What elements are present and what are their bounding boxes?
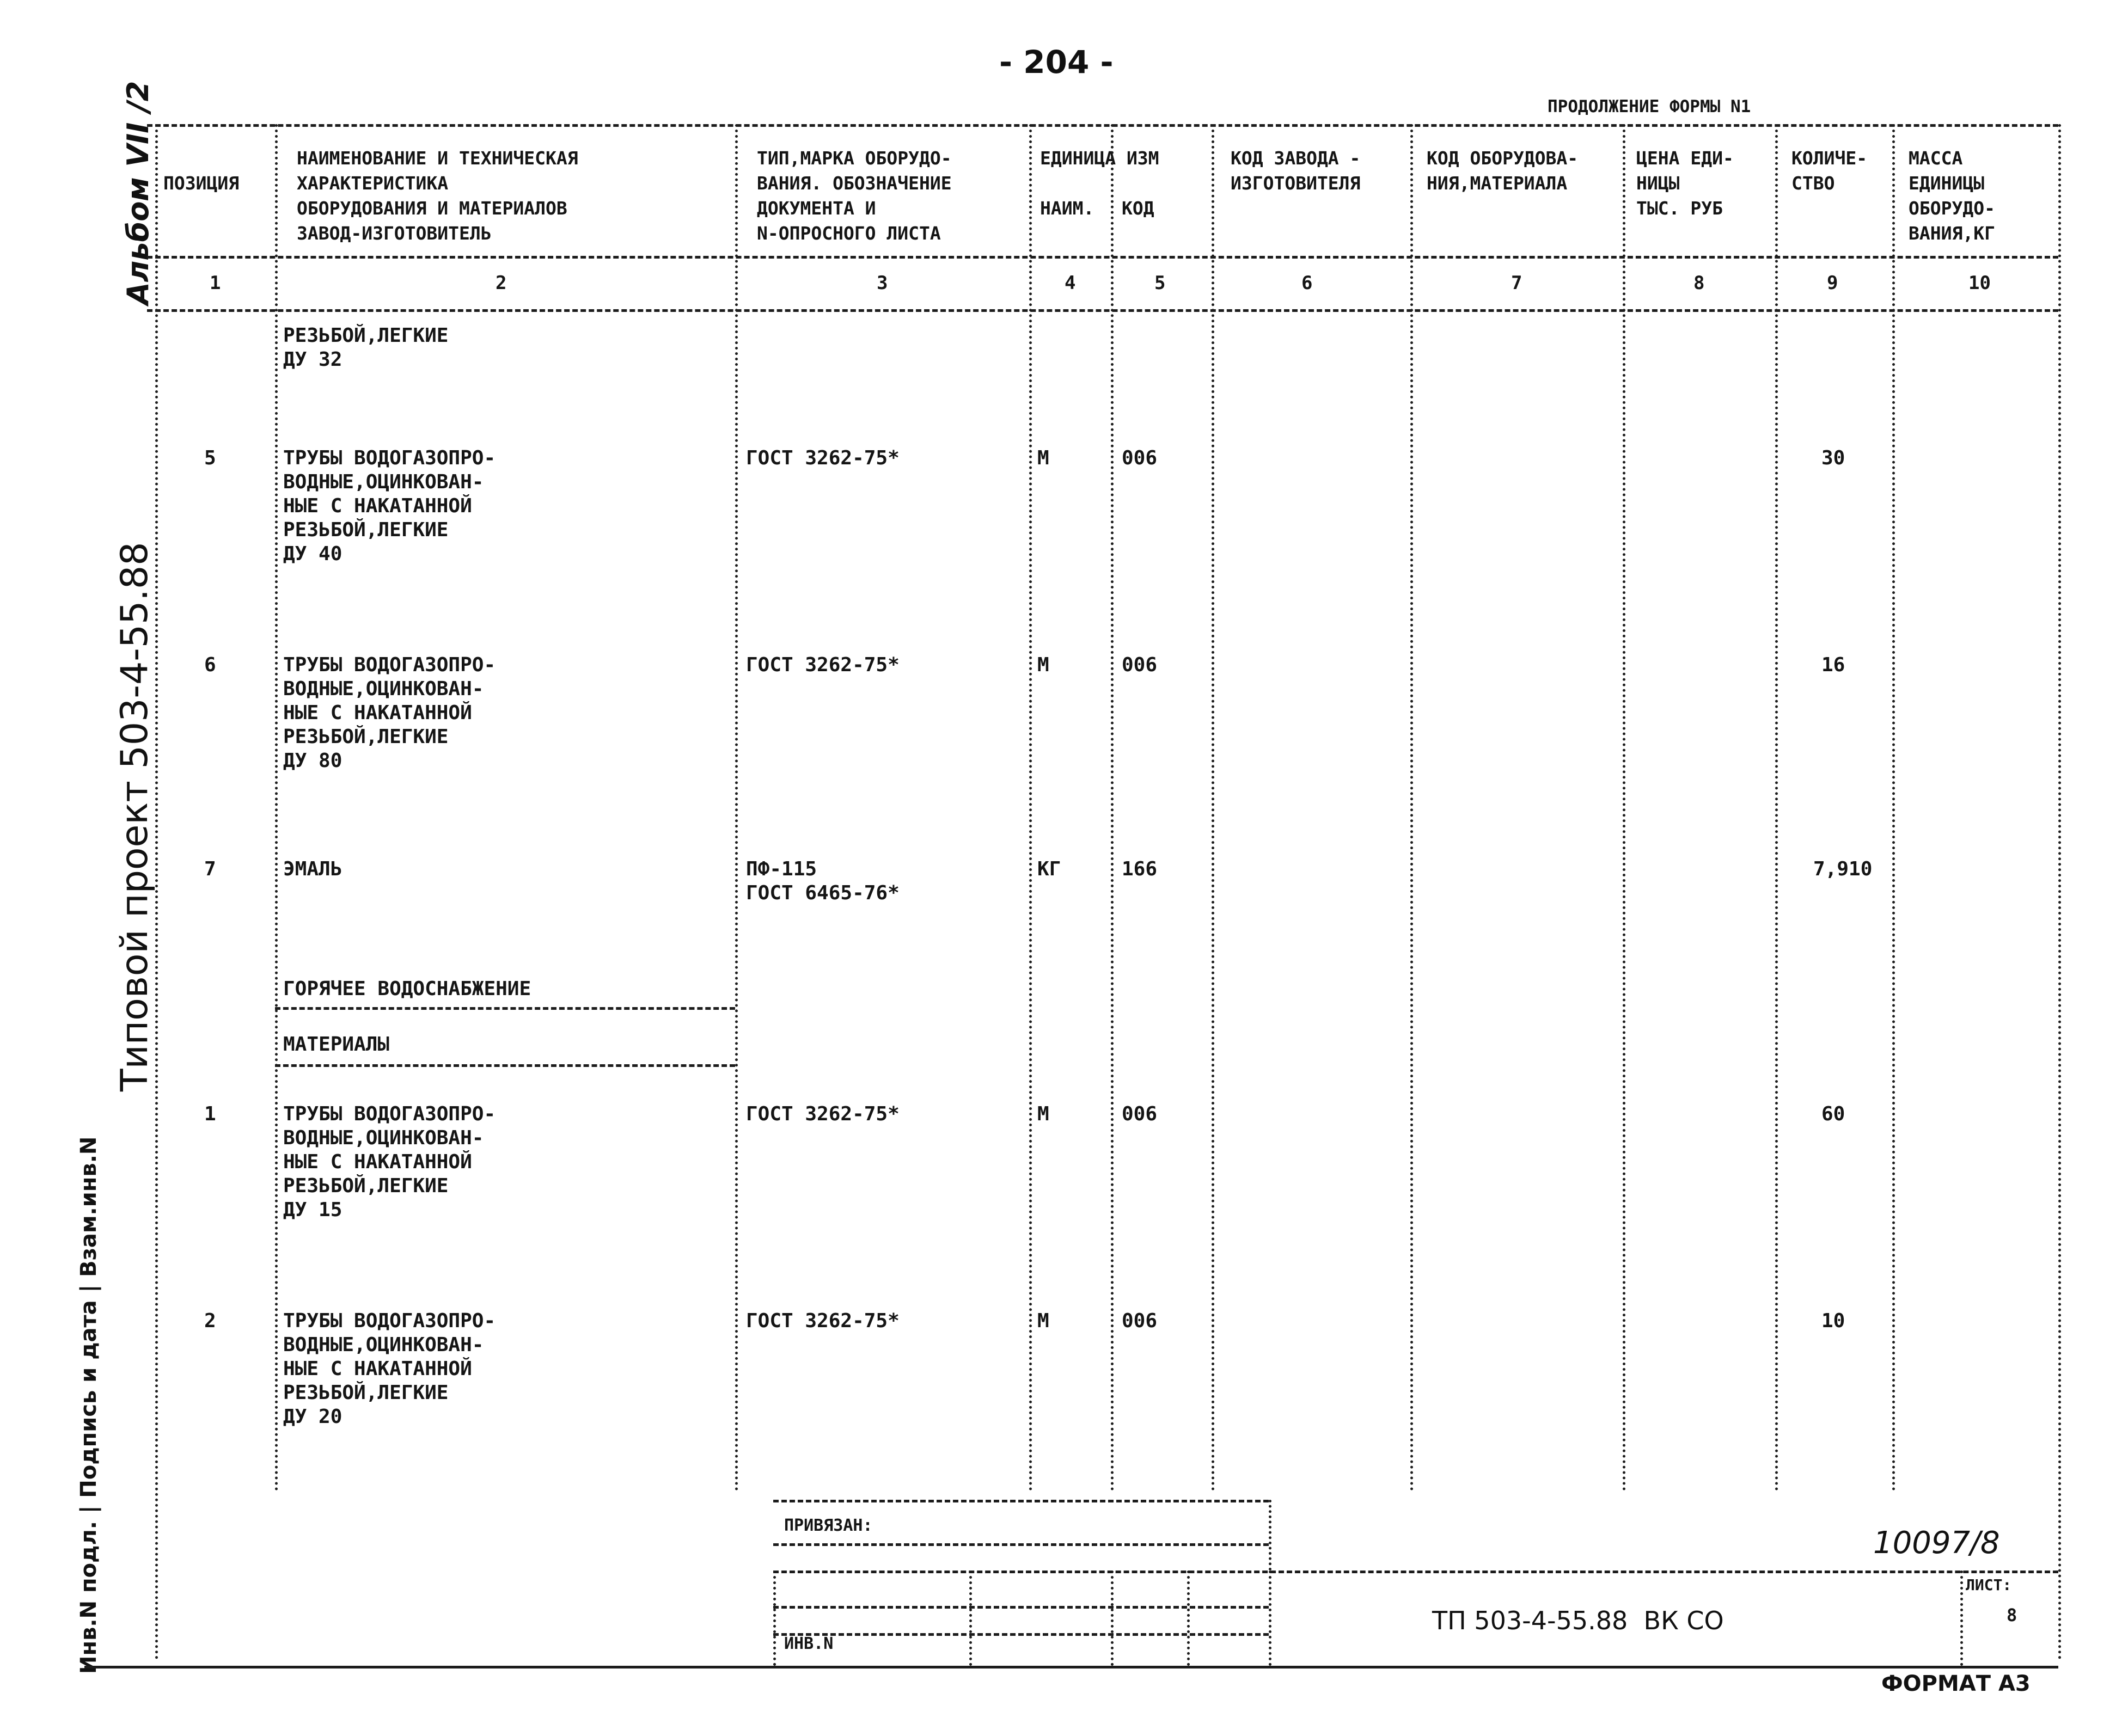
header-cell-text: ДОКУМЕНТА И — [757, 198, 876, 219]
row-position: 5 — [204, 447, 216, 469]
table-rule — [147, 309, 2058, 312]
stamp-separator — [969, 1571, 972, 1666]
stamp-attached: ПРИВЯЗАН: — [784, 1516, 873, 1535]
header-cell-text: НАИМ. — [1040, 198, 1094, 219]
row-position: 7 — [204, 858, 216, 880]
row-unit: КГ — [1037, 858, 1061, 880]
stamp-designation: ТП 503-4-55.88 ВК СО — [1432, 1606, 1724, 1635]
row-position: 6 — [204, 654, 216, 676]
row-name-line: ВОДНЫЕ,ОЦИНКОВАН- — [283, 1334, 484, 1356]
row-quantity: 16 — [1821, 654, 1845, 676]
album-label: Альбом VII /2 — [121, 81, 155, 305]
row-name-line: РЕЗЬБОЙ,ЛЕГКИЕ — [283, 726, 449, 748]
header-cell-text: ВАНИЯ,КГ — [1909, 223, 1995, 244]
row-name-line: НЫЕ С НАКАТАННОЙ — [283, 1358, 472, 1380]
continuation-label: ПРОДОЛЖЕНИЕ ФОРМЫ N1 — [1548, 97, 1751, 116]
stamp-rule — [773, 1543, 1269, 1546]
row-name-line: ЭМАЛЬ — [283, 858, 343, 880]
header-cell-text: НИЦЫ — [1636, 173, 1680, 194]
row-doc-line: ГОСТ 6465-76* — [746, 882, 900, 904]
header-cell-text: ВАНИЯ. ОБОЗНАЧЕНИЕ — [757, 173, 952, 194]
row-name-line: РЕЗЬБОЙ,ЛЕГКИЕ — [283, 1382, 449, 1404]
stamp-side-labels: Инв.N подл. | Подпись и дата | Взам.инв.N — [76, 1136, 101, 1674]
row-position: 1 — [204, 1103, 216, 1125]
section-hot-water: ГОРЯЧЕЕ ВОДОСНАБЖЕНИЕ — [283, 978, 531, 1000]
row-doc-line: ГОСТ 3262-75* — [746, 1310, 900, 1332]
table-rule — [147, 256, 2058, 259]
row-unit: М — [1037, 654, 1049, 676]
row-name-line: ТРУБЫ ВОДОГАЗОПРО- — [283, 654, 496, 676]
column-number: 7 — [1511, 272, 1522, 294]
stamp-separator — [1269, 1500, 1271, 1571]
sheet-number: 8 — [2007, 1605, 2017, 1625]
stamp-rule — [773, 1500, 1269, 1502]
row-name-line: ТРУБЫ ВОДОГАЗОПРО- — [283, 1103, 496, 1125]
header-cell-text: НАИМЕНОВАНИЕ И ТЕХНИЧЕСКАЯ — [297, 148, 578, 169]
row-name-line: ТРУБЫ ВОДОГАЗОПРО- — [283, 447, 496, 469]
section-rule — [275, 1007, 735, 1010]
column-number: 2 — [496, 272, 507, 294]
row-name-line: ДУ 32 — [283, 348, 343, 371]
column-separator — [1212, 124, 1214, 1492]
header-cell-text: ОБОРУДОВАНИЯ И МАТЕРИАЛОВ — [297, 198, 567, 219]
row-unit: М — [1037, 447, 1049, 469]
column-number: 1 — [210, 272, 221, 294]
stamp-separator — [1187, 1571, 1190, 1666]
row-name-line: ВОДНЫЕ,ОЦИНКОВАН- — [283, 678, 484, 700]
row-name-line: ВОДНЫЕ,ОЦИНКОВАН- — [283, 471, 484, 493]
header-cell-text: МАССА — [1909, 148, 1963, 169]
row-name-line: ВОДНЫЕ,ОЦИНКОВАН- — [283, 1127, 484, 1149]
section-rule — [275, 1064, 735, 1067]
row-quantity: 60 — [1821, 1103, 1845, 1125]
row-doc-line: ГОСТ 3262-75* — [746, 654, 900, 676]
column-separator — [1111, 124, 1114, 1492]
section-materials: МАТЕРИАЛЫ — [283, 1033, 390, 1056]
row-doc-line: ПФ-115 — [746, 858, 817, 880]
header-cell-text: ЕДИНИЦЫ — [1909, 173, 1985, 194]
row-quantity: 30 — [1821, 447, 1845, 469]
row-name-line: ДУ 80 — [283, 750, 343, 772]
bottom-rule — [84, 1666, 2058, 1668]
stamp-separator — [1269, 1571, 1271, 1666]
row-name-line: ТРУБЫ ВОДОГАЗОПРО- — [283, 1310, 496, 1332]
handwritten-number: 10097/8 — [1873, 1525, 2000, 1561]
sheet-label: ЛИСТ: — [1966, 1576, 2012, 1594]
column-number: 3 — [877, 272, 888, 294]
column-separator — [1892, 124, 1895, 1492]
column-number: 9 — [1827, 272, 1838, 294]
column-number: 8 — [1693, 272, 1705, 294]
header-cell-text: КОЛИЧЕ- — [1791, 148, 1868, 169]
header-cell-text: ЦЕНА ЕДИ- — [1636, 148, 1734, 169]
column-separator — [1029, 124, 1032, 1492]
row-name-line: ДУ 20 — [283, 1406, 343, 1428]
stamp-separator — [1111, 1571, 1114, 1666]
header-cell-text: N-ОПРОСНОГО ЛИСТА — [757, 223, 941, 244]
stamp-separator — [773, 1571, 776, 1666]
stamp-rule — [773, 1633, 1269, 1636]
format-label: ФОРМАТ А3 — [1881, 1671, 2031, 1696]
page-number: - 204 - — [999, 44, 1114, 81]
header-cell-text: НИЯ,МАТЕРИАЛА — [1427, 173, 1568, 194]
row-name-line: ДУ 40 — [283, 543, 343, 565]
header-cell-text: КОД ЗАВОДА - — [1231, 148, 1361, 169]
column-number: 4 — [1065, 272, 1076, 294]
column-number: 6 — [1301, 272, 1313, 294]
table-rule — [147, 124, 2058, 127]
column-number: 5 — [1154, 272, 1166, 294]
header-cell-text: КОД ОБОРУДОВА- — [1427, 148, 1579, 169]
row-quantity: 10 — [1821, 1310, 1845, 1332]
column-separator — [735, 124, 738, 1492]
header-cell-text: ПОЗИЦИЯ — [163, 173, 240, 194]
stamp-separator — [1960, 1571, 1963, 1666]
header-cell-text: ЕДИНИЦА ИЗМ — [1040, 148, 1159, 169]
header-cell-text: СТВО — [1791, 173, 1835, 194]
column-separator — [275, 124, 278, 1492]
stamp-rule — [773, 1606, 1269, 1609]
header-cell-text: ИЗГОТОВИТЕЛЯ — [1231, 173, 1361, 194]
column-separator — [1623, 124, 1625, 1492]
row-name-line: НЫЕ С НАКАТАННОЙ — [283, 702, 472, 724]
stamp-inv: ИНВ.N — [784, 1634, 834, 1653]
column-separator — [155, 124, 158, 1660]
column-separator — [1775, 124, 1778, 1492]
header-cell-text: ТЫС. РУБ — [1636, 198, 1723, 219]
project-label: Типовой проект 503-4-55.88 — [113, 542, 156, 1091]
row-code: 006 — [1122, 1103, 1158, 1125]
row-position: 2 — [204, 1310, 216, 1332]
header-cell-text: ЗАВОД-ИЗГОТОВИТЕЛЬ — [297, 223, 492, 244]
row-name-line: НЫЕ С НАКАТАННОЙ — [283, 1151, 472, 1173]
column-separator — [2058, 124, 2061, 1660]
row-code: 006 — [1122, 654, 1158, 676]
row-name-line: ДУ 15 — [283, 1199, 343, 1221]
row-doc-line: ГОСТ 3262-75* — [746, 447, 900, 469]
row-name-line: РЕЗЬБОЙ,ЛЕГКИЕ — [283, 324, 449, 347]
stamp-rule — [773, 1571, 2058, 1573]
row-code: 006 — [1122, 1310, 1158, 1332]
row-code: 006 — [1122, 447, 1158, 469]
header-cell-text: ТИП,МАРКА ОБОРУДО- — [757, 148, 952, 169]
header-cell-text: ОБОРУДО- — [1909, 198, 1995, 219]
row-unit: М — [1037, 1310, 1049, 1332]
row-name-line: РЕЗЬБОЙ,ЛЕГКИЕ — [283, 519, 449, 541]
row-code: 166 — [1122, 858, 1158, 880]
header-cell-text: ХАРАКТЕРИСТИКА — [297, 173, 449, 194]
row-unit: М — [1037, 1103, 1049, 1125]
column-separator — [1410, 124, 1413, 1492]
row-name-line: РЕЗЬБОЙ,ЛЕГКИЕ — [283, 1175, 449, 1197]
header-cell-text: КОД — [1122, 198, 1154, 219]
row-doc-line: ГОСТ 3262-75* — [746, 1103, 900, 1125]
row-name-line: НЫЕ С НАКАТАННОЙ — [283, 495, 472, 517]
column-number: 10 — [1968, 272, 1991, 294]
row-quantity: 7,910 — [1813, 858, 1873, 880]
